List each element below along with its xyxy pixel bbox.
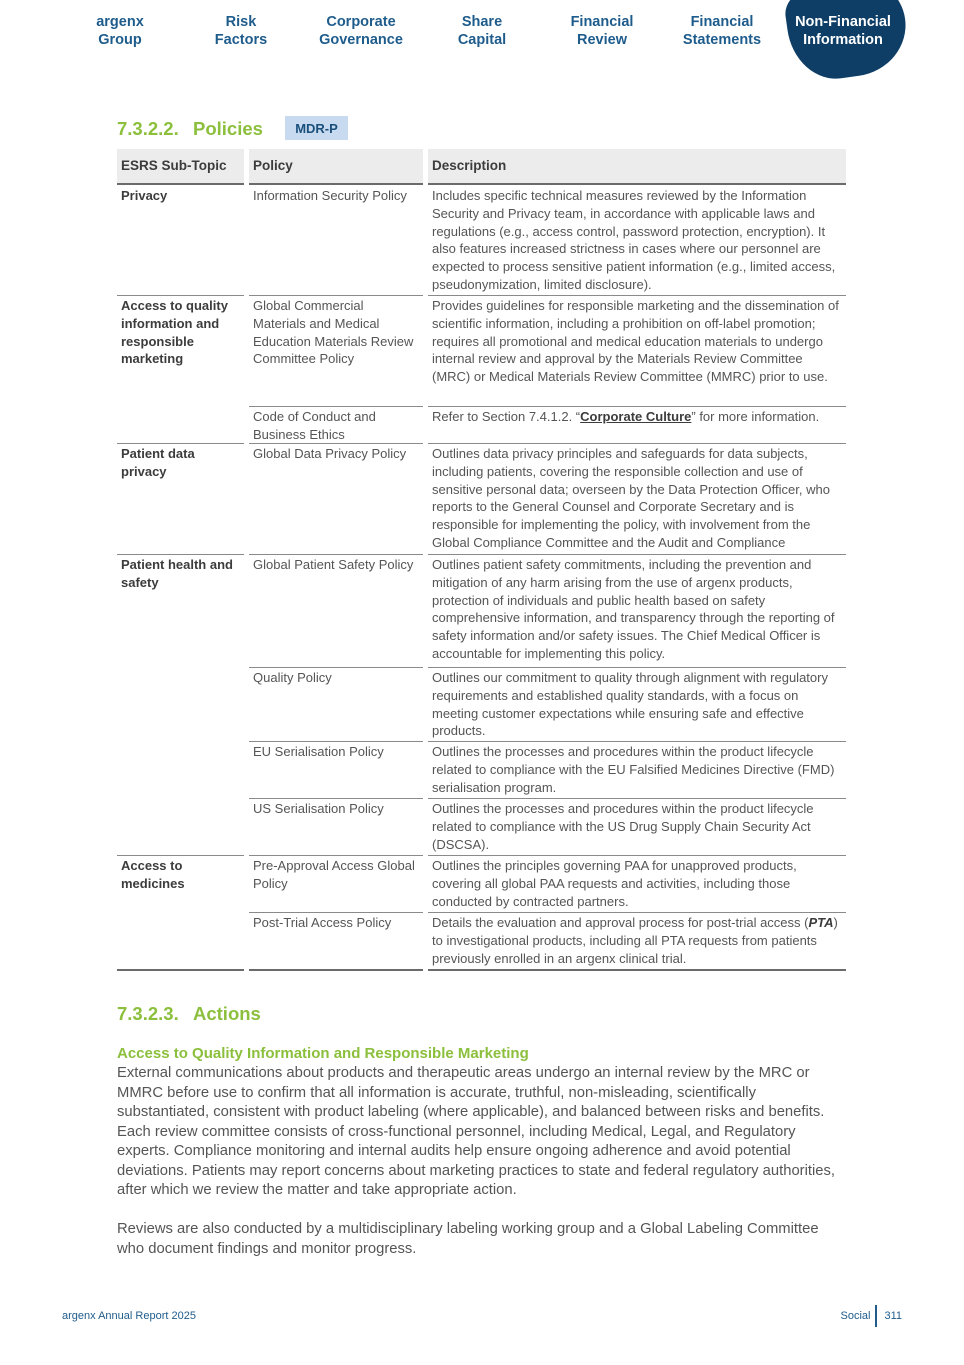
row-policy: US Serialisation Policy — [253, 801, 384, 816]
row-topic — [117, 667, 244, 669]
row-topic: Privacy — [121, 188, 168, 203]
row-description: Outlines the processes and procedures within the product lifecycle related to compliance with the EU Falsified Medicines Directive (FMD) serialisation program. — [432, 744, 835, 795]
table-row — [117, 295, 846, 406]
row-description: Refer to Section 7.4.1.2. “Corporate Culture” for more information. — [432, 409, 820, 424]
row-topic — [117, 406, 244, 408]
row-topic — [117, 798, 244, 800]
column-header-sub-topic: ESRS Sub-Topic — [117, 149, 244, 185]
mdr-p-badge: MDR-P — [285, 116, 348, 140]
row-policy: Global Data Privacy Policy — [253, 446, 407, 461]
row-policy: Quality Policy — [253, 670, 332, 685]
nav-tab-risk-factors[interactable]: Risk Factors — [214, 14, 268, 48]
footer-divider — [875, 1305, 877, 1327]
row-description: Provides guidelines for responsible marketing and the dissemination of scientific information, including a prohibition on off-label promotion; requires all promotional and medical education materials to undergo internal review and approval by the Materials Review Committee (MRC) or Medical Materials Review Committee (MMRC) prior to use. — [432, 298, 839, 385]
table-header — [117, 149, 846, 185]
row-policy: Pre-Approval Access Global Policy — [253, 858, 415, 891]
table-row — [117, 667, 846, 741]
row-description: Includes specific technical measures reviewed by the Information Security and Privacy team, in accordance with applicable laws and regulations (e.g., access control, password protection, encryption). It also features increased strictness in cases where our personnel are expected to process sensitive patient information (e.g., limited access, pseudonymization, limited disclosure). — [432, 188, 836, 292]
row-description: Outlines the processes and procedures within the product lifecycle related to compliance with the US Drug Supply Chain Security Act (DSCSA). — [432, 801, 814, 852]
row-description: Outlines our commitment to quality through alignment with regulatory requirements and established quality standards, with a focus on meeting customer expectations while ensuring safe and effective products. — [432, 670, 828, 739]
row-topic — [117, 741, 244, 743]
row-topic: Patient health and safety — [121, 557, 233, 590]
row-policy: Post-Trial Access Policy — [253, 915, 392, 930]
top-navigation — [60, 0, 904, 80]
table-row — [117, 798, 846, 855]
row-description: Outlines the principles governing PAA for unapproved products, covering all global PAA requests and activities, including those conducted by contracted partners. — [432, 858, 797, 909]
footer-report-title: argenx Annual Report 2025 — [62, 1310, 196, 1322]
actions-heading — [117, 1003, 261, 1025]
row-topic — [117, 912, 244, 914]
policies-section-number: 7.3.2.2. — [117, 118, 179, 139]
nav-tab-corporate-governance[interactable]: Corporate Governance — [319, 14, 403, 48]
policies-heading — [117, 118, 263, 140]
pta-abbreviation: PTA — [808, 915, 834, 930]
nav-tab-non-financial-information[interactable]: Non-Financial Information — [795, 14, 891, 48]
policies-section-title: Policies — [193, 118, 263, 139]
footer-section-name: Social — [840, 1310, 871, 1322]
column-header-policy: Policy — [249, 149, 423, 185]
row-policy: Code of Conduct and Business Ethics — [253, 409, 376, 442]
table-row — [117, 185, 846, 295]
nav-tab-financial-review[interactable]: Financial Review — [570, 14, 634, 48]
column-header-description: Description — [428, 149, 846, 185]
nav-tab-argenx-group[interactable]: argenx Group — [96, 14, 144, 48]
actions-section-number: 7.3.2.3. — [117, 1003, 179, 1024]
footer-page-number: 311 — [884, 1310, 902, 1322]
row-description: Details the evaluation and approval process for post-trial access (PTA) to investigational products, including all PTA requests from patients previously enrolled in an argenx clinical trial. — [432, 915, 838, 966]
nav-tab-share-capital[interactable]: Share Capital — [457, 14, 507, 48]
row-topic: Access to medicines — [121, 858, 185, 891]
row-description: Outlines data privacy principles and safeguards for data subjects, including patients, covering the responsible collection and use of sensitive personal data; overseen by the Data Protection Officer, who reports to the General Counsel and Corporate Secretary and is responsible for implementing the policy, with involvement from the Global Compliance Committee and the Audit and Compliance — [432, 446, 830, 550]
row-topic: Patient data privacy — [121, 446, 195, 479]
corporate-culture-link[interactable]: Corporate Culture — [580, 409, 692, 424]
table-row — [117, 741, 846, 798]
policies-table — [117, 149, 846, 969]
row-policy: Global Patient Safety Policy — [253, 557, 414, 572]
actions-section-title: Actions — [193, 1003, 261, 1024]
table-row — [117, 443, 846, 554]
row-description: Outlines patient safety commitments, including the prevention and mitigation of any harm arising from the use of argenx products, protection of individuals and public health based on safety comprehensive information, and transparency through the reporting of safety information and/or safety issues. The Chief Medical Officer is accountable for implementing this policy. — [432, 557, 835, 661]
row-topic: Access to quality information and responsible marketing — [121, 298, 228, 367]
footer-page-info — [840, 1305, 902, 1327]
table-row — [117, 554, 846, 667]
table-row — [117, 406, 846, 443]
nav-tab-financial-statements[interactable]: Financial Statements — [682, 14, 762, 48]
table-row — [117, 855, 846, 912]
row-policy: Information Security Policy — [253, 188, 407, 203]
actions-paragraph-2: Reviews are also conducted by a multidisciplinary labeling working group and a Global Labeling Committee who document findings and monitor progress. — [117, 1221, 819, 1257]
table-row — [117, 912, 846, 969]
actions-paragraph-1: External communications about products and therapeutic areas undergo an internal review by the MRC or MMRC before use to confirm that all information is accurate, truthful, non-misleading, scientifically substantiated, consistent with product labeling (where applicable), and balanced between risks and benefits. Each review committee consists of cross-functional personnel, including Medical, Legal, and Regulatory experts. Compliance monitoring and internal audits help ensure ongoing adherence and avoid potential deviations. Patients may report concerns about marketing practices to state and federal regulatory authorities, after which we review the matter and take appropriate action. — [117, 1065, 836, 1198]
row-policy: Global Commercial Materials and Medical Education Materials Review Committee Policy — [253, 298, 414, 367]
actions-subheading: Access to Quality Information and Responsible Marketing — [117, 1045, 529, 1062]
row-policy: EU Serialisation Policy — [253, 744, 384, 759]
